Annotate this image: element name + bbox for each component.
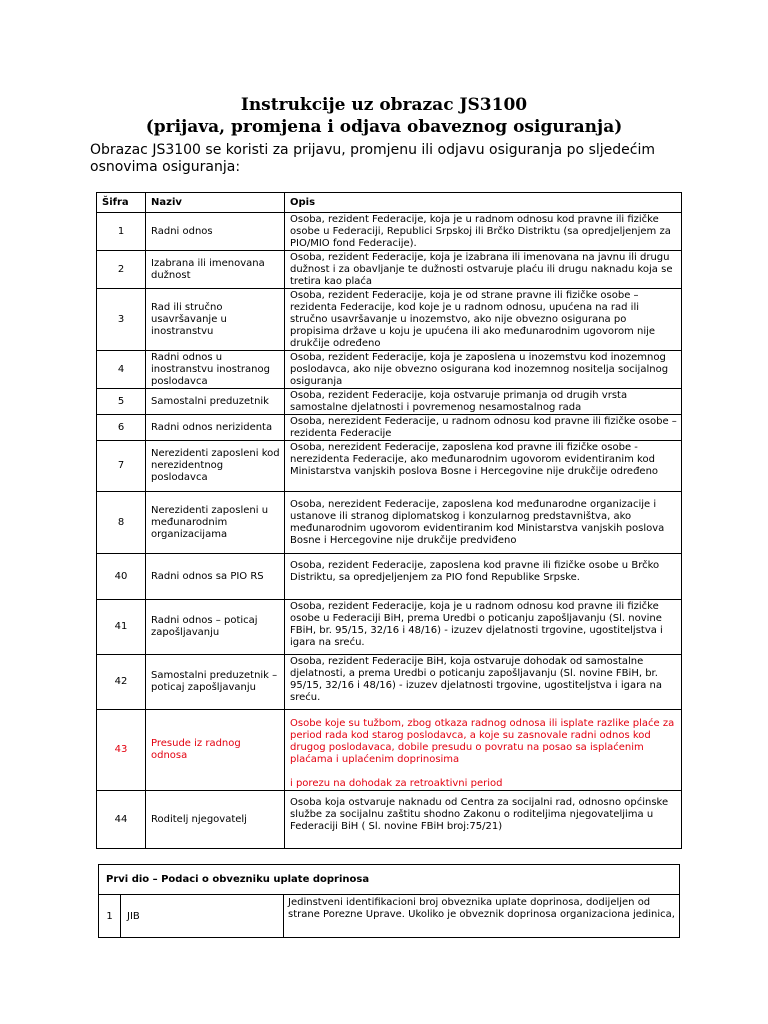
table-row: [97, 600, 682, 655]
row-code: 3: [97, 289, 146, 351]
row-name: Nerezidenti zaposleni u međunarodnim organizacijama: [146, 492, 285, 554]
row-desc: Osoba, nerezident Federacije, zaposlena kod pravne ili fizičke osobe - nerezidenta Federacije, ako međunarodnim ugovorom evidentiranim kod Ministarstva vanjskih poslova Bosne i Hercegovine nije drukčije određeno: [285, 441, 682, 492]
header-name: Naziv: [146, 193, 285, 213]
document-subtitle: (prijava, promjena i odjava obaveznog osiguranja): [145, 117, 623, 137]
table-row: [97, 251, 682, 289]
row-code: 2: [97, 251, 146, 289]
header-desc: Opis: [285, 193, 682, 213]
table-header-row: [99, 865, 680, 895]
row-name: Radni odnos nerizidenta: [146, 415, 285, 441]
table-row: [97, 415, 682, 441]
row-desc: Osoba, rezident Federacije, koja ostvaruje primanja od drugih vrsta samostalne djelatnosti i povremenog nesamostalnog rada: [285, 389, 682, 415]
row-name: Samostalni preduzetnik – poticaj zapošljavanju: [146, 655, 285, 710]
row-code: 42: [97, 655, 146, 710]
row-desc: Osoba koja ostvaruje naknadu od Centra za socijalni rad, odnosno općinske službe za socijalnu zaštitu shodno Zakonu o roditeljima njegovateljima u Federaciji BiH ( Sl. novine FBiH broj:75/21): [285, 791, 682, 849]
row-code: 4: [97, 351, 146, 389]
section-header: Prvi dio – Podaci o obvezniku uplate doprinosa: [99, 865, 680, 895]
row-name: Radni odnos: [146, 213, 285, 251]
table-row: [97, 289, 682, 351]
table-row: [97, 791, 682, 849]
row-name: Radni odnos sa PIO RS: [146, 554, 285, 600]
table-row: [97, 492, 682, 554]
row-name: Rad ili stručno usavršavanje u inostranstvu: [146, 289, 285, 351]
table-row: [99, 895, 680, 938]
row-desc: Jedinstveni identifikacioni broj obveznika uplate doprinosa, dodijeljen od strane Porezne Uprave. Ukoliko je obveznik doprinosa organizaciona jedinica,: [284, 895, 680, 938]
row-desc-main: Osobe koje su tužbom, zbog otkaza radnog odnosa ili isplate razlike plaće za period rada kod starog poslodavca, a koje su zasnovale radni odnos kod drugog poslodavaca, dobile presudu o povratu na posao sa isplaćenim plaćama i uplaćenim doprinosima: [290, 718, 675, 765]
document-title: Instrukcije uz obrazac JS3100: [240, 95, 528, 115]
row-code: 6: [97, 415, 146, 441]
row-desc: Osoba, rezident Federacije, koja je od strane pravne ili fizičke osobe – rezidenta Federacije, kod koje je u radnom odnosu, upućena na rad ili stručno usavršavanje u inozemstvo, ako nije obvezno osigurana po propisima države u koju je upućena ili ako međunarodnim ugovorom nije drukčije određeno: [285, 289, 682, 351]
row-code: 1: [97, 213, 146, 251]
row-name: Samostalni preduzetnik: [146, 389, 285, 415]
row-name: Nerezidenti zaposleni kod nerezidentnog poslodavca: [146, 441, 285, 492]
table-row: [97, 389, 682, 415]
table-row: [97, 441, 682, 492]
row-name: Radni odnos – poticaj zapošljavanju: [146, 600, 285, 655]
table-row: [97, 655, 682, 710]
table-row-highlighted: [97, 710, 682, 791]
row-desc: Osoba, nerezident Federacije, u radnom odnosu kod pravne ili fizičke osobe – rezidenta Federacije: [285, 415, 682, 441]
header-code: Šifra: [97, 193, 146, 213]
row-name: Izabrana ili imenovana dužnost: [146, 251, 285, 289]
row-desc: [285, 710, 682, 791]
row-name: Radni odnos u inostranstvu inostranog poslodavca: [146, 351, 285, 389]
row-desc: Osoba, rezident Federacije, zaposlena kod pravne ili fizičke osobe u Brčko Distriktu, sa opredjeljenjem za PIO fond Republike Srpske.: [285, 554, 682, 600]
row-code: 41: [97, 600, 146, 655]
row-desc: Osoba, rezident Federacije, koja je zaposlena u inozemstvu kod inozemnog poslodavca, ako nije obvezno osigurana kod inozemnog nositelja socijalnog osiguranja: [285, 351, 682, 389]
table-row: [97, 351, 682, 389]
row-code: 40: [97, 554, 146, 600]
row-desc-extra: i porezu na dohodak za retroaktivni period: [290, 778, 503, 789]
row-name: Presude iz radnog odnosa: [146, 710, 285, 791]
row-code: 43: [97, 710, 146, 791]
row-name: Roditelj njegovatelj: [146, 791, 285, 849]
row-desc: Osoba, nerezident Federacije, zaposlena kod međunarodne organizacije i ustanove ili stranog diplomatskog i konzularnog predstavništva, ako međunarodnim ugovorom evidentiranim kod Ministarstva vanjskih poslova Bosne i Hercegovine nije drukčije predviđeno: [285, 492, 682, 554]
row-desc: Osoba, rezident Federacije, koja je u radnom odnosu kod pravne ili fizičke osobe u Federaciji BiH, prema Uredbi o poticanju zapošljavanju (Sl. novine FBiH, br. 95/15, 32/16 i 48/16) - izuzev djelatnosti trgovine, ugostiteljstva i igara na sreću.: [285, 600, 682, 655]
row-code: 44: [97, 791, 146, 849]
row-code: 5: [97, 389, 146, 415]
payer-data-table: [98, 864, 680, 938]
insurance-codes-table: [96, 192, 682, 849]
row-desc: Osoba, rezident Federacije, koja je izabrana ili imenovana na javnu ili drugu dužnost i za obavljanje te dužnosti ostvaruje plaću ili drugu naknadu koja se tretira kao plaća: [285, 251, 682, 289]
table-header-row: [97, 193, 682, 213]
row-name: JIB: [121, 895, 284, 938]
intro-paragraph: Obrazac JS3100 se koristi za prijavu, promjenu ili odjavu osiguranja po sljedećim osnovima osiguranja:: [90, 142, 655, 175]
table-row: [97, 554, 682, 600]
row-number: 1: [99, 895, 121, 938]
table-row: [97, 213, 682, 251]
row-desc: Osoba, rezident Federacije BiH, koja ostvaruje dohodak od samostalne djelatnosti, a prema Uredbi o poticanju zapošljavanju (Sl. novine FBiH, br. 95/15, 32/16 i 48/16) - izuzev djelatnosti trgovine, ugostiteljstva i igara na sreću.: [285, 655, 682, 710]
row-code: 7: [97, 441, 146, 492]
row-desc: Osoba, rezident Federacije, koja je u radnom odnosu kod pravne ili fizičke osobe u Federaciji, Republici Srpskoj ili Brčko Distriktu (sa opredjeljenjem za PIO/MIO fond Federacije).: [285, 213, 682, 251]
row-code: 8: [97, 492, 146, 554]
